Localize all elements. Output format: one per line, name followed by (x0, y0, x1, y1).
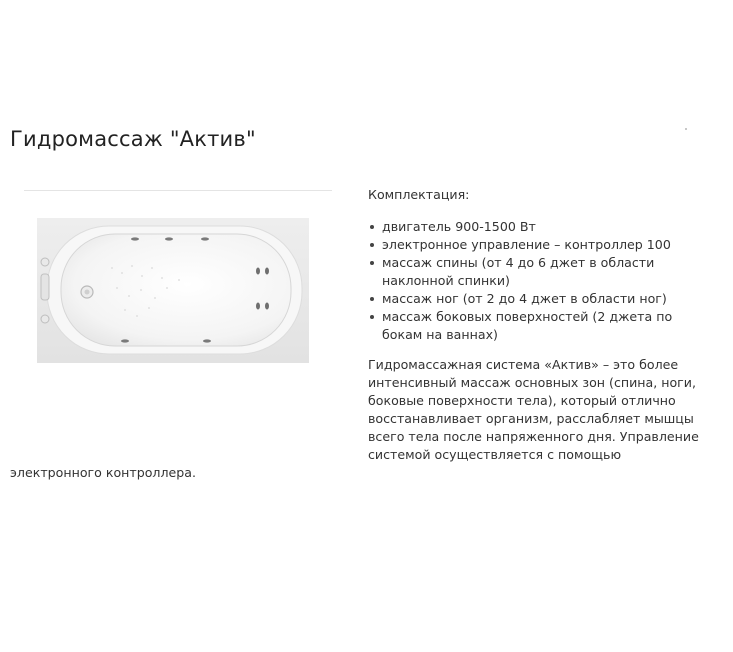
page-title: Гидромассаж "Актив" (10, 127, 256, 151)
decorative-dot (685, 128, 687, 130)
description-block (10, 186, 700, 482)
image-float-spacer (10, 186, 368, 448)
list-item: электронное управление – контроллер 100 (382, 236, 700, 254)
features-list (368, 218, 700, 344)
list-item: двигатель 900-1500 Вт (382, 218, 700, 236)
list-item: массаж спины (от 4 до 6 джет в области наклонной спинки) (382, 254, 700, 290)
system-description: Гидромассажная система «Актив» – это более интенсивный массаж основных зон (спина, ноги, боковые поверхности тела), который отлично восстанавливает организм, расслабляет мышцы всего тела после напряженного дня. Управление системой осуществляется с помощью электронного контроллера. (10, 357, 699, 480)
list-item: массаж ног (от 2 до 4 джет в области ног) (382, 290, 700, 308)
equipment-heading: Комплектация: (368, 187, 470, 202)
list-item: массаж боковых поверхностей (2 джета по бокам на ваннах) (382, 308, 700, 344)
